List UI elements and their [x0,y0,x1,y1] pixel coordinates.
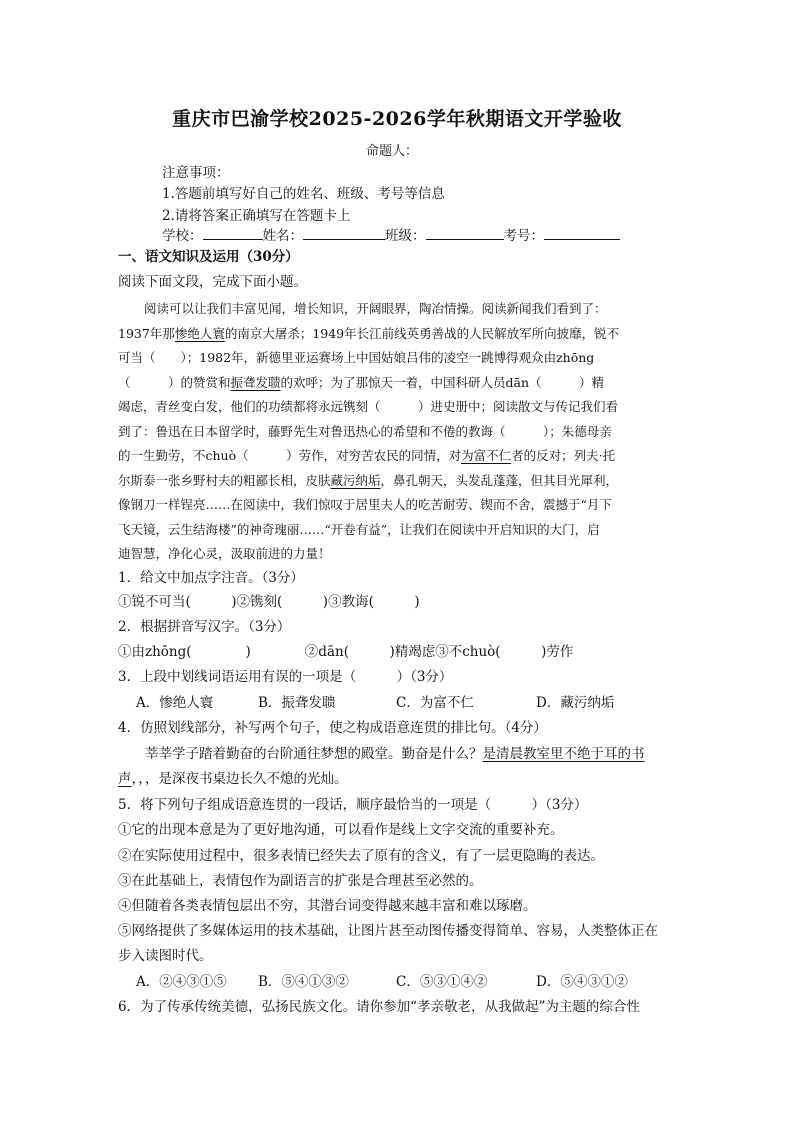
question-5-stem: 5．将下列句子组成语意连贯的一段话，顺序最恰当的一项是（ ）（3分） [118,797,588,813]
question-5-sentence-4: ④但随着各类表情包层出不穷，其潜台词变得越来越丰富和难以琢磨。 [118,898,537,914]
question-1-stem: 1．给文中加点字注音。（3分） [118,570,304,586]
option-c[interactable]: C．⑤③①④② [396,974,488,990]
question-5-options [136,970,628,990]
question-4-line-1: 莘莘学子踏着勤奋的台阶通往梦想的殿堂。勤奋是什么？是清晨教室里不绝于耳的书 [145,746,645,762]
question-3-stem: 3．上段中划线词语运用有误的一项是（ ）（3分） [118,669,453,685]
option-a[interactable]: A．②④③①⑤ [136,974,227,990]
question-2-stem: 2．根据拼音写汉字。（3分） [118,619,291,635]
passage-line: 的一生勤劳，不chuò（ ）劳作，对穷苦农民的同情，对为富不仁者的反对；列夫·托 [118,448,616,463]
option-a[interactable]: A．惨绝人寰 [136,695,214,711]
question-6-stem: 6．为了传承传统美德，弘扬民族文化。请你参加“孝亲敬老，从我做起”为主题的综合性 [118,999,640,1015]
passage-line: 尔斯泰一张乡野村夫的粗鄙长相，皮肤藏污纳垢，鼻孔朝天，头发乱蓬蓬，但其目光犀利， [118,472,619,488]
passage-line: 飞天镜，云生结海楼”的神奇瑰丽……“开卷有益”，让我们在阅读中开启知识的大门，启 [118,521,600,537]
exam-no-label: 考号： [503,228,544,244]
exam-title: 重庆市巴渝学校2025-2026学年秋期语文开学验收 [172,108,622,130]
question-5-sentence-5-cont: 步入读图时代。 [118,948,213,964]
underlined-sentence: 是清晨教室里不绝于耳的书 [482,746,645,762]
option-d[interactable]: D．⑤④③①② [536,974,628,990]
info-row [162,224,620,244]
underlined-phrase: 为富不仁 [461,448,512,463]
passage-line: 阅读可以让我们丰富见闻，增长知识，开阔眼界，陶冶情操。阅读新闻我们看到了： [144,301,607,316]
school-label: 学校： [162,228,203,244]
question-5-sentence-5: ⑤网络提供了多媒体运用的技术基础，让图片甚至动图传播变得简单、容易，人类整体正在 [118,923,658,939]
school-blank[interactable] [203,227,263,240]
passage-line: 1937年那惨绝人寰的南京大屠杀；1949年长江前线英勇善战的人民解放军所向披靡，锐不 [118,325,620,341]
question-3-options [136,691,614,711]
notes-heading: 注意事项： [162,165,230,181]
notes-item-2: 2.请将答案正确填写在答题卡上 [162,208,351,224]
exam-no-blank[interactable] [544,227,620,240]
section-heading: 一、语文知识及运用（30分） [118,249,299,265]
class-blank[interactable] [426,227,504,240]
author-line: 命题人： [366,144,419,159]
question-5-sentence-1: ①它的出现本意是为了更好地沟通，可以看作是线上文字交流的重要补充。 [118,822,564,838]
question-5-sentence-2: ②在实际使用过程中，很多表情已经失去了原有的含义，有了一层更隐晦的表达。 [118,848,604,864]
passage-line: 像钢刀一样锃亮……在阅读中，我们惊叹于居里夫人的吃苦耐劳、锲而不舍，震撼于“月下 [118,497,612,512]
passage-line: 迪智慧，净化心灵，汲取前进的力量！ [118,546,331,561]
reading-intro: 阅读下面文段，完成下面小题。 [118,274,307,290]
passage-line: 竭虑，青丝变白发，他们的功绩都将永远镌刻（ ）进史册中；阅读散文与传记我们看 [118,399,619,414]
reading-passage [118,297,686,567]
passage-line: 到了：鲁迅在日本留学时，藤野先生对鲁迅热心的希望和不倦的教诲（ ）；朱德母亲 [118,423,612,439]
option-c[interactable]: C．为富不仁 [396,695,474,711]
question-5-sentence-3: ③在此基础上，表情包作为副语言的扩张是合理甚至必然的。 [118,873,483,889]
option-b[interactable]: B．振聋发聩 [258,695,336,711]
option-b[interactable]: B．⑤④①③② [258,974,349,990]
notes-item-1: 1.答题前填写好自己的姓名、班级、考号等信息 [162,186,445,202]
name-label: 姓名： [262,228,303,244]
underlined-phrase: 惨绝人寰 [174,325,225,341]
option-d[interactable]: D．藏污纳垢 [536,695,615,711]
passage-line: （ ）的赞赏和振聋发聩的欢呼；为了那惊天一着，中国科研人员dān（ ）精 [118,374,605,390]
passage-line: 可当（ ）；1982年，新德里亚运赛场上中国姑娘吕伟的凌空一跳博得观众由zhōng [118,350,595,365]
question-4-line-2: 声，，，是深夜书桌边长久不熄的光灿。 [118,771,348,787]
question-2-answers: ①由zhōng( ) ②dān( )精竭虑③不chuò( )劳作 [118,644,574,660]
question-4-stem: 4．仿照划线部分，补写两个句子，使之构成语意连贯的排比句。（4分） [118,720,547,736]
underlined-phrase: 藏污纳垢 [330,472,381,488]
class-label: 班级： [385,228,426,244]
underlined-phrase: 振聋发聩 [230,374,281,390]
name-blank[interactable] [303,227,385,240]
question-1-answers: ①锐不可当( )②镌刻( )③教诲( ) [118,594,420,610]
